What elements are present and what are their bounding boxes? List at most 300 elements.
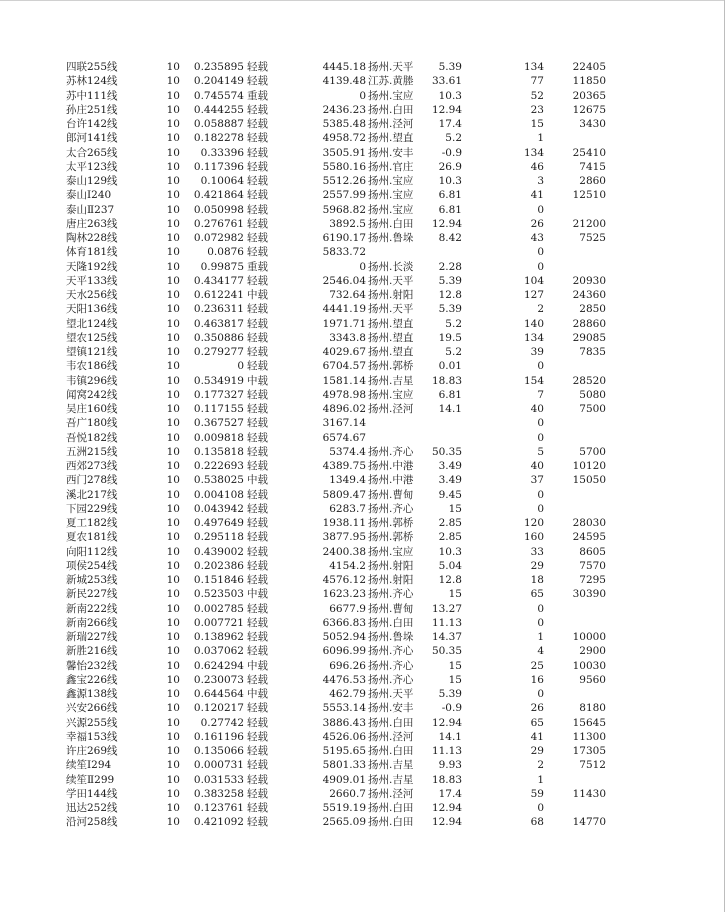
substation-cell: 扬州.齐心	[368, 588, 414, 601]
load-status-cell: 轻载	[247, 160, 268, 173]
total-cell: 2900	[579, 645, 606, 658]
load-status-cell: 轻载	[247, 787, 268, 800]
load-status-cell: 轻载	[247, 602, 268, 615]
table-row	[0, 345, 725, 359]
total-cell: 12510	[572, 189, 606, 202]
load-ratio-cell: 0.279277	[193, 346, 244, 358]
table-row	[0, 431, 725, 445]
load-status-cell: 轻载	[247, 631, 268, 643]
capacity-cell: 5968.82	[322, 203, 366, 216]
voltage-cell: 10	[166, 745, 180, 757]
load-ratio-cell: 0.123761	[193, 802, 244, 814]
count-cell: 59	[530, 787, 544, 800]
load-status-cell: 轻载	[247, 232, 268, 244]
capacity-cell: 4576.12	[322, 574, 366, 586]
table-row	[0, 274, 725, 288]
line-name-cell: 新瑞227线	[66, 631, 118, 643]
line-name-cell: 体育181线	[66, 246, 118, 259]
load-status-cell: 重载	[247, 89, 268, 102]
substation-cell: 扬州.吉星	[368, 374, 414, 387]
capacity-cell: 5580.16	[322, 160, 366, 173]
load-status-cell: 轻载	[247, 146, 268, 159]
load-status-cell: 轻载	[247, 559, 268, 572]
table-row	[0, 630, 725, 644]
count-cell: 52	[530, 89, 544, 102]
substation-cell: 扬州.白田	[368, 816, 414, 829]
count-cell: 26	[530, 217, 544, 230]
substation-cell: 扬州.射阳	[368, 574, 414, 586]
line-name-cell: 沿河258线	[66, 816, 118, 829]
load-ratio-cell: 0.230073	[193, 673, 244, 686]
line-name-cell: 鑫源138线	[66, 688, 118, 700]
total-cell: 20365	[572, 89, 606, 102]
count-cell: 39	[530, 346, 544, 358]
substation-cell: 扬州.郭桥	[368, 531, 414, 544]
table-row	[0, 288, 725, 302]
substation-cell: 扬州.泾河	[368, 787, 414, 800]
load-status-cell: 轻载	[247, 103, 268, 116]
count-cell: 134	[523, 61, 544, 73]
table-row	[0, 374, 725, 388]
load-ratio-cell: 0.421864	[193, 189, 244, 202]
table-row	[0, 74, 725, 88]
table-row	[0, 146, 725, 160]
load-status-cell: 轻载	[247, 61, 268, 73]
count-cell: 29	[530, 745, 544, 757]
value-cell: 14.1	[438, 403, 462, 415]
voltage-cell: 10	[166, 232, 180, 244]
capacity-cell: 3343.8	[329, 331, 366, 344]
capacity-cell: 1623.23	[322, 588, 366, 601]
load-ratio-cell: 0.037062	[193, 645, 244, 658]
substation-cell: 扬州.射阳	[368, 559, 414, 572]
voltage-cell: 10	[166, 132, 180, 145]
load-ratio-cell: 0.050998	[193, 203, 244, 216]
substation-cell: 扬州.齐心	[368, 445, 414, 458]
line-name-cell: 馨怡232线	[66, 659, 118, 672]
total-cell: 28520	[572, 374, 606, 387]
load-status-cell: 轻载	[247, 388, 268, 401]
total-cell: 21200	[572, 217, 606, 230]
load-ratio-cell: 0.534919	[193, 374, 244, 387]
voltage-cell: 10	[166, 189, 180, 202]
substation-cell: 扬州.宝应	[368, 545, 414, 558]
table-row	[0, 687, 725, 701]
capacity-cell: 1938.11	[322, 517, 366, 529]
capacity-cell: 5519.19	[322, 802, 366, 814]
capacity-cell: 0	[359, 260, 366, 273]
load-ratio-cell: 0.138962	[193, 631, 244, 643]
count-cell: 7	[537, 388, 544, 401]
voltage-cell: 10	[166, 61, 180, 73]
count-cell: 0	[537, 602, 544, 615]
value-cell: 14.37	[431, 631, 462, 643]
value-cell: 15	[448, 502, 462, 515]
load-ratio-cell: 0.10064	[200, 175, 244, 187]
voltage-cell: 10	[166, 374, 180, 387]
substation-cell: 扬州.天平	[368, 688, 414, 700]
total-cell: 7835	[579, 346, 606, 358]
substation-cell: 扬州.郭桥	[368, 517, 414, 529]
capacity-cell: 4476.53	[322, 673, 366, 686]
value-cell: 12.94	[431, 802, 462, 814]
load-ratio-cell: 0.031533	[193, 773, 244, 786]
substation-cell: 扬州.天平	[368, 303, 414, 316]
count-cell: 68	[530, 816, 544, 829]
count-cell: 29	[530, 559, 544, 572]
value-cell: 10.3	[438, 175, 462, 187]
load-status-cell: 轻载	[247, 759, 268, 772]
value-cell: 11.13	[431, 745, 462, 757]
line-name-cell: 闻窝242线	[66, 388, 118, 401]
voltage-cell: 10	[166, 673, 180, 686]
load-status-cell: 轻载	[247, 175, 268, 187]
voltage-cell: 10	[166, 474, 180, 487]
table-row	[0, 716, 725, 730]
load-status-cell: 轻载	[247, 203, 268, 216]
capacity-cell: 4909.01	[322, 773, 366, 786]
count-cell: 0	[537, 431, 544, 444]
voltage-cell: 10	[166, 175, 180, 187]
table-row	[0, 231, 725, 245]
load-ratio-cell: 0.421092	[193, 816, 244, 829]
line-name-cell: 郎河141线	[66, 132, 118, 145]
substation-cell: 扬州.白田	[368, 103, 414, 116]
load-ratio-cell: 0.161196	[193, 730, 244, 743]
load-status-cell: 轻载	[247, 773, 268, 786]
substation-cell: 扬州.齐心	[368, 659, 414, 672]
load-status-cell: 轻载	[247, 403, 268, 415]
table-row	[0, 545, 725, 559]
line-name-cell: 台许142线	[66, 118, 118, 130]
substation-cell: 扬州.天平	[368, 61, 414, 73]
substation-cell: 扬州.泾河	[368, 730, 414, 743]
voltage-cell: 10	[166, 346, 180, 358]
table-row	[0, 673, 725, 687]
value-cell: 11.13	[431, 616, 462, 629]
substation-cell: 扬州.鲁垛	[368, 631, 414, 643]
value-cell: 50.35	[431, 445, 462, 458]
load-ratio-cell: 0.612241	[193, 289, 244, 301]
count-cell: 33	[530, 545, 544, 558]
total-cell: 8180	[579, 702, 606, 715]
load-status-cell: 中载	[247, 374, 268, 387]
load-status-cell: 轻载	[247, 517, 268, 529]
load-ratio-cell: 0.463817	[193, 317, 244, 330]
voltage-cell: 10	[166, 260, 180, 273]
capacity-cell: 6704.57	[322, 360, 366, 373]
value-cell: 10.3	[438, 89, 462, 102]
capacity-cell: 732.64	[329, 289, 366, 301]
line-name-cell: 新城253线	[66, 574, 118, 586]
count-cell: 65	[530, 716, 544, 729]
voltage-cell: 10	[166, 574, 180, 586]
line-name-cell: 泰山129线	[66, 175, 118, 187]
table-row	[0, 317, 725, 331]
substation-cell: 扬州.泾河	[368, 403, 414, 415]
value-cell: 17.4	[438, 118, 462, 130]
voltage-cell: 10	[166, 488, 180, 501]
substation-cell: 扬州.白田	[368, 217, 414, 230]
value-cell: 6.81	[438, 189, 462, 202]
table-row	[0, 516, 725, 530]
table-row	[0, 488, 725, 502]
value-cell: 5.39	[438, 61, 462, 73]
load-ratio-cell: 0.99875	[200, 260, 244, 273]
line-name-cell: 孙庄251线	[66, 103, 118, 116]
total-cell: 11430	[572, 787, 606, 800]
load-status-cell: 轻载	[247, 616, 268, 629]
substation-cell: 扬州.曹甸	[368, 602, 414, 615]
table-row	[0, 160, 725, 174]
table-row	[0, 701, 725, 715]
count-cell: 2	[537, 303, 544, 316]
table-row	[0, 217, 725, 231]
voltage-cell: 10	[166, 317, 180, 330]
load-status-cell: 轻载	[247, 730, 268, 743]
line-name-cell: 太合265线	[66, 146, 118, 159]
voltage-cell: 10	[166, 203, 180, 216]
substation-cell: 扬州.宝应	[368, 89, 414, 102]
voltage-cell: 10	[166, 787, 180, 800]
count-cell: 43	[530, 232, 544, 244]
line-name-cell: 兴源255线	[66, 716, 118, 729]
voltage-cell: 10	[166, 289, 180, 301]
substation-cell: 扬州.宝应	[368, 388, 414, 401]
voltage-cell: 10	[166, 602, 180, 615]
total-cell: 14770	[572, 816, 606, 829]
substation-cell: 扬州.射阳	[368, 289, 414, 301]
value-cell: 33.61	[431, 75, 462, 88]
voltage-cell: 10	[166, 659, 180, 672]
substation-cell: 扬州.吉星	[368, 759, 414, 772]
total-cell: 2860	[579, 175, 606, 187]
load-ratio-cell: 0.383258	[193, 787, 244, 800]
capacity-cell: 6190.17	[322, 232, 366, 244]
load-status-cell: 轻载	[247, 574, 268, 586]
voltage-cell: 10	[166, 303, 180, 316]
load-status-cell: 轻载	[247, 645, 268, 658]
load-ratio-cell: 0.135818	[193, 445, 244, 458]
load-ratio-cell: 0.117396	[193, 160, 244, 173]
voltage-cell: 10	[166, 75, 180, 88]
load-status-cell: 轻载	[247, 531, 268, 544]
load-ratio-cell: 0.538025	[193, 474, 244, 487]
count-cell: 46	[530, 160, 544, 173]
load-status-cell: 轻载	[247, 132, 268, 145]
substation-cell: 扬州.曹甸	[368, 488, 414, 501]
value-cell: 9.45	[438, 488, 462, 501]
count-cell: 25	[530, 659, 544, 672]
substation-cell: 扬州.白田	[368, 802, 414, 814]
table-row	[0, 260, 725, 274]
capacity-cell: 6677.9	[329, 602, 366, 615]
count-cell: 37	[530, 474, 544, 487]
total-cell: 3430	[579, 118, 606, 130]
line-name-cell: 五洲215线	[66, 445, 118, 458]
value-cell: 12.94	[431, 217, 462, 230]
load-ratio-cell: 0.117155	[193, 403, 244, 415]
voltage-cell: 10	[166, 688, 180, 700]
total-cell: 7295	[579, 574, 606, 586]
voltage-cell: 10	[166, 274, 180, 287]
table-row	[0, 758, 725, 772]
load-ratio-cell: 0.120217	[193, 702, 244, 715]
value-cell: 15	[448, 659, 462, 672]
total-cell: 28030	[572, 517, 606, 529]
total-cell: 7570	[579, 559, 606, 572]
substation-cell: 扬州.白田	[368, 716, 414, 729]
count-cell: 120	[523, 517, 544, 529]
count-cell: 3	[537, 175, 544, 187]
total-cell: 15645	[572, 716, 606, 729]
voltage-cell: 10	[166, 631, 180, 643]
voltage-cell: 10	[166, 360, 180, 373]
line-name-cell: 夏农181线	[66, 531, 118, 544]
value-cell: 0.01	[438, 360, 462, 373]
value-cell: 10.3	[438, 545, 462, 558]
substation-cell: 扬州.中港	[368, 460, 414, 472]
load-status-cell: 轻载	[247, 331, 268, 344]
load-ratio-cell: 0.135066	[193, 745, 244, 757]
load-status-cell: 中载	[247, 688, 268, 700]
count-cell: 0	[537, 616, 544, 629]
capacity-cell: 4154.2	[329, 559, 366, 572]
count-cell: 23	[530, 103, 544, 116]
total-cell: 2850	[579, 303, 606, 316]
capacity-cell: 5374.4	[329, 445, 366, 458]
load-ratio-cell: 0.33396	[200, 146, 244, 159]
capacity-cell: 1581.14	[322, 374, 366, 387]
table-row	[0, 89, 725, 103]
table-row	[0, 60, 725, 74]
load-status-cell: 轻载	[247, 274, 268, 287]
value-cell: 19.5	[438, 331, 462, 344]
voltage-cell: 10	[166, 773, 180, 786]
total-cell: 30390	[572, 588, 606, 601]
voltage-cell: 10	[166, 460, 180, 472]
substation-cell: 扬州.长淡	[368, 260, 414, 273]
total-cell: 20930	[572, 274, 606, 287]
load-ratio-cell: 0.444255	[193, 103, 244, 116]
load-ratio-cell: 0.439002	[193, 545, 244, 558]
total-cell: 8605	[579, 545, 606, 558]
count-cell: 1	[537, 773, 544, 786]
value-cell: 18.83	[431, 374, 462, 387]
total-cell: 17305	[572, 745, 606, 757]
count-cell: 41	[530, 730, 544, 743]
voltage-cell: 10	[166, 146, 180, 159]
line-name-cell: 新南266线	[66, 616, 118, 629]
load-status-cell: 中载	[247, 659, 268, 672]
capacity-cell: 4978.98	[322, 388, 366, 401]
load-ratio-cell: 0	[237, 360, 244, 373]
total-cell: 11300	[572, 730, 606, 743]
value-cell: 12.94	[431, 816, 462, 829]
voltage-cell: 10	[166, 716, 180, 729]
line-name-cell: 泰山Ⅱ237	[66, 203, 115, 216]
table-row	[0, 302, 725, 316]
substation-cell: 扬州.望直	[368, 317, 414, 330]
value-cell: -0.9	[441, 702, 462, 715]
load-ratio-cell: 0.27742	[200, 716, 244, 729]
table-row	[0, 730, 725, 744]
line-name-cell: 续笙Ⅱ299	[66, 773, 115, 786]
count-cell: 134	[523, 146, 544, 159]
value-cell: 12.94	[431, 716, 462, 729]
load-ratio-cell: 0.202386	[193, 559, 244, 572]
capacity-cell: 3886.43	[322, 716, 366, 729]
capacity-cell: 5512.26	[322, 175, 366, 187]
capacity-cell: 2557.99	[322, 189, 366, 202]
count-cell: 160	[523, 531, 544, 544]
capacity-cell: 4139.48	[322, 75, 366, 88]
substation-cell: 扬州.安丰	[368, 702, 414, 715]
table-row	[0, 473, 725, 487]
voltage-cell: 10	[166, 616, 180, 629]
voltage-cell: 10	[166, 403, 180, 415]
voltage-cell: 10	[166, 431, 180, 444]
count-cell: 5	[537, 445, 544, 458]
total-cell: 24360	[572, 289, 606, 301]
value-cell: 17.4	[438, 787, 462, 800]
line-name-cell: 续笙Ⅰ294	[66, 759, 112, 772]
table-row	[0, 117, 725, 131]
line-name-cell: 四联255线	[66, 61, 118, 73]
value-cell: 26.9	[438, 160, 462, 173]
substation-cell: 扬州.望直	[368, 132, 414, 145]
total-cell: 9560	[579, 673, 606, 686]
substation-cell: 扬州.宝应	[368, 175, 414, 187]
load-status-cell: 中载	[247, 474, 268, 487]
voltage-cell: 10	[166, 89, 180, 102]
count-cell: 15	[530, 118, 544, 130]
value-cell: 15	[448, 673, 462, 686]
load-status-cell: 轻载	[247, 716, 268, 729]
capacity-cell: 2660.7	[329, 787, 366, 800]
capacity-cell: 4445.18	[322, 61, 366, 73]
line-name-cell: 下园229线	[66, 502, 118, 515]
value-cell: -0.9	[441, 146, 462, 159]
capacity-cell: 6366.83	[322, 616, 366, 629]
voltage-cell: 10	[166, 559, 180, 572]
capacity-cell: 3505.91	[322, 146, 366, 159]
load-status-cell: 轻载	[247, 488, 268, 501]
table-row	[0, 559, 725, 573]
table-row	[0, 245, 725, 259]
value-cell: 18.83	[431, 773, 462, 786]
table-row	[0, 359, 725, 373]
load-status-cell: 轻载	[247, 75, 268, 88]
count-cell: 134	[523, 331, 544, 344]
total-cell: 25410	[572, 146, 606, 159]
table-row	[0, 801, 725, 815]
count-cell: 1	[537, 631, 544, 643]
voltage-cell: 10	[166, 645, 180, 658]
count-cell: 0	[537, 688, 544, 700]
capacity-cell: 5801.33	[322, 759, 366, 772]
load-status-cell: 轻载	[247, 118, 268, 130]
value-cell: 5.2	[445, 317, 462, 330]
load-ratio-cell: 0.151846	[193, 574, 244, 586]
value-cell: 2.85	[438, 517, 462, 529]
line-name-cell: 新民227线	[66, 588, 118, 601]
capacity-cell: 4441.19	[322, 303, 366, 316]
count-cell: 40	[530, 460, 544, 472]
value-cell: 2.28	[438, 260, 462, 273]
voltage-cell: 10	[166, 118, 180, 130]
value-cell: 14.1	[438, 730, 462, 743]
